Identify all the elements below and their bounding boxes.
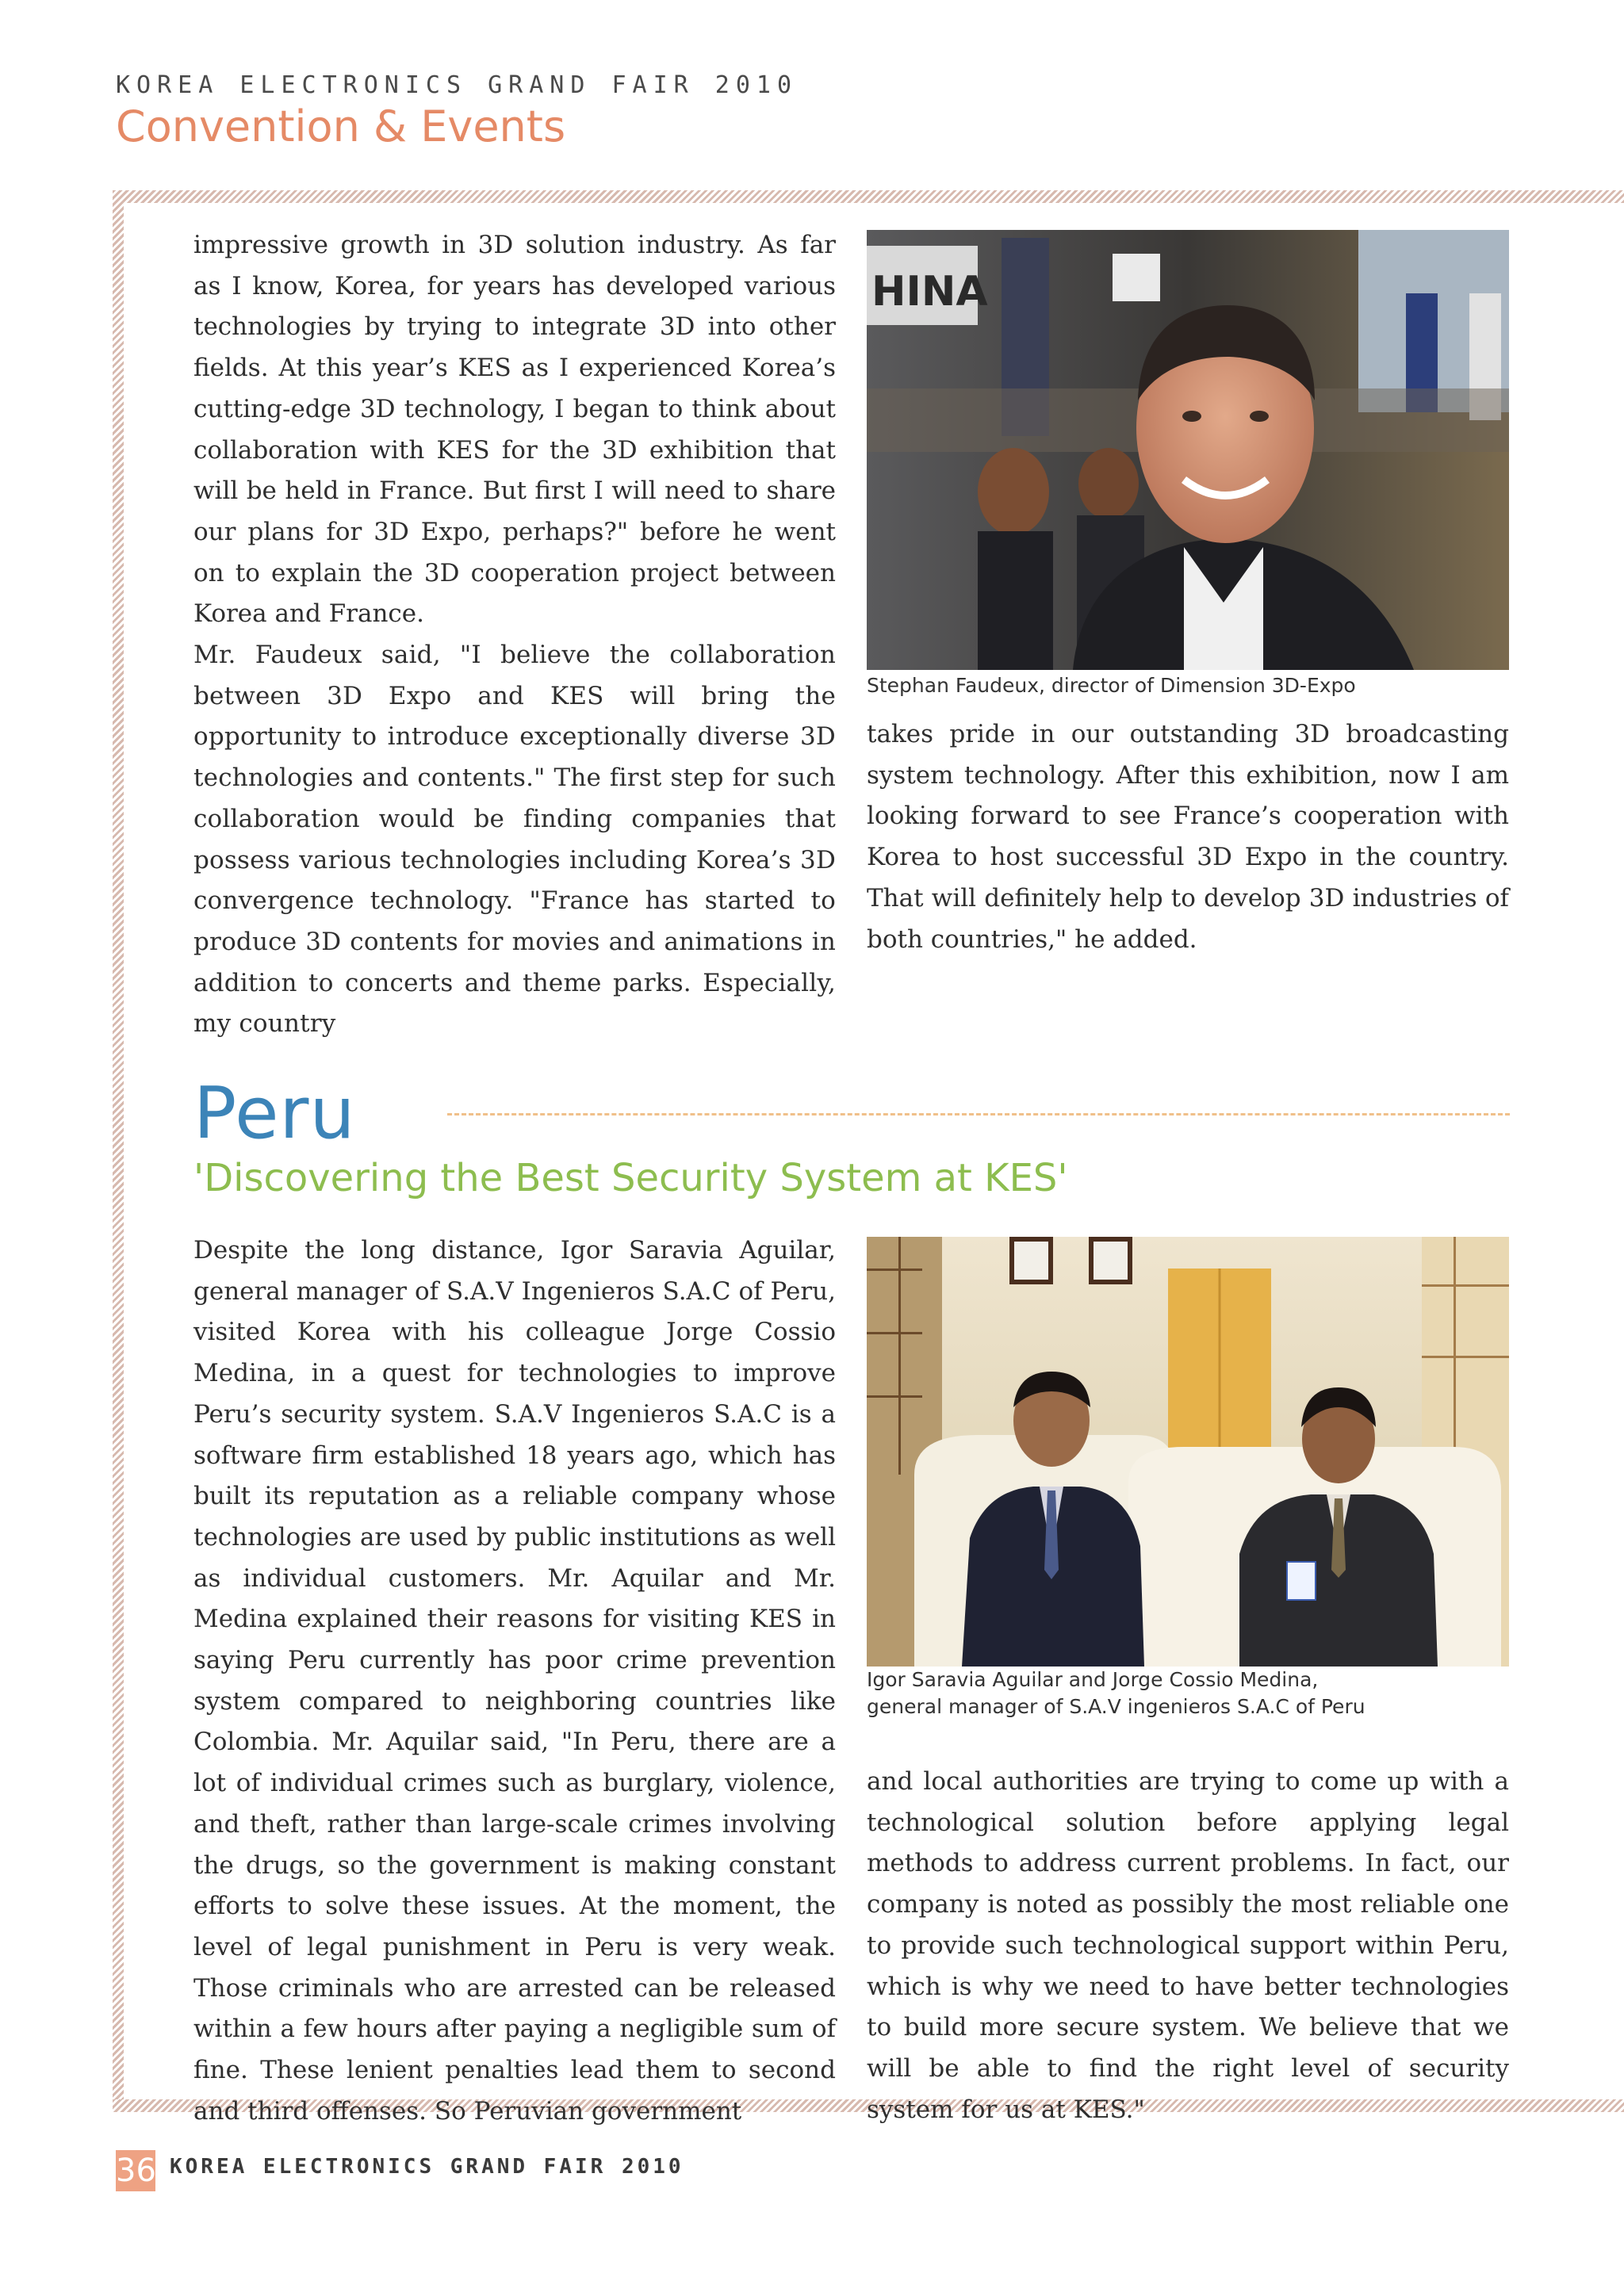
article-column-1 (193, 225, 836, 1045)
photo-caption-faudeux: Stephan Faudeux, director of Dimension 3D-Expo (867, 674, 1356, 697)
footer-title: KOREA ELECTRONICS GRAND FAIR 2010 (170, 2155, 684, 2179)
country-heading: Peru (193, 1072, 356, 1155)
peru-column-2 (867, 1762, 1509, 2130)
page-number: 36 (116, 2150, 155, 2191)
peru-column-1 (193, 1230, 836, 2132)
frame-top-border (113, 190, 1624, 203)
caption-line: Igor Saravia Aguilar and Jorge Cossio Medina, (867, 1668, 1319, 1691)
paragraph: Mr. Faudeux said, "I believe the collaboration between 3D Expo and KES will bring the opportunity to introduce exceptionally diverse 3D technologies and contents." The first step for such collaboration would be finding companies that possess various technologies including Korea’s 3D convergence technology. "France has started to produce 3D contents for movies and animations in addition to concerts and theme parks. Especially, my country (193, 641, 836, 1039)
paragraph: Despite the long distance, Igor Saravia Aguilar, general manager of S.A.V Ingenieros S.A.C of Peru, visited Korea with his colleague Jorge Cossio Medina, in a quest for technologies to improve Peru’s security system. S.A.V Ingenieros S.A.C is a software firm established 18 years ago, which has built its reputation as a reliable company whose technologies are used by public institutions as well as individual customers. Mr. Aquilar and Mr. Medina explained their reasons for visiting KES in saying Peru currently has poor crime prevention system compared to neighboring countries like Colombia. Mr. Aquilar said, "In Peru, there are a lot of individual crimes such as burglary, violence, and theft, rather than large-scale crimes involving the drugs, so the government is making constant efforts to solve these issues. At the moment, the level of legal punishment in Peru is very weak. Those criminals who are arrested can be released within a few hours after paying a negligible sum of fine. These lenient penalties lead them to second and third offenses. So Peruvian government (193, 1236, 836, 2126)
peru-subtitle: 'Discovering the Best Security System at KES' (193, 1156, 1068, 1200)
magazine-kicker: KOREA ELECTRONICS GRAND FAIR 2010 (116, 71, 799, 99)
photo-peru-visitors (867, 1237, 1509, 1667)
portrait-photo-faudeux (867, 230, 1509, 670)
booth-sign-text: HINA (871, 268, 988, 316)
frame-left-border (113, 190, 124, 2112)
section-title: Convention & Events (116, 101, 566, 151)
paragraph: and local authorities are trying to come up with a technological solution before applying legal methods to address current problems. In fact, our company is noted as possibly the most reliable one to provide such technological support within Peru, which is why we need to have better technologies to build more secure system. We believe that we will be able to find the right level of security system for us at KES." (867, 1767, 1509, 2124)
caption-line: general manager of S.A.V ingenieros S.A.C of Peru (867, 1695, 1365, 1718)
paragraph: impressive growth in 3D solution industry. As far as I know, Korea, for years has developed various technologies by trying to integrate 3D into other fields. At this year’s KES as I experienced Korea’s cutting-edge 3D technology, I began to think about collaboration with KES for the 3D exhibition that will be held in France. But first I will need to share our plans for 3D Expo, perhaps?" before he went on to explain the 3D cooperation project between Korea and France. (193, 231, 836, 629)
heading-divider (447, 1113, 1510, 1115)
article-column-2 (867, 714, 1509, 960)
photo-caption-peru (867, 1667, 1533, 1720)
paragraph: takes pride in our outstanding 3D broadcasting system technology. After this exhibition, now I am looking forward to see France’s cooperation with Korea to host successful 3D Expo in the country. That will definitely help to develop 3D industries of both countries," he added. (867, 720, 1509, 954)
